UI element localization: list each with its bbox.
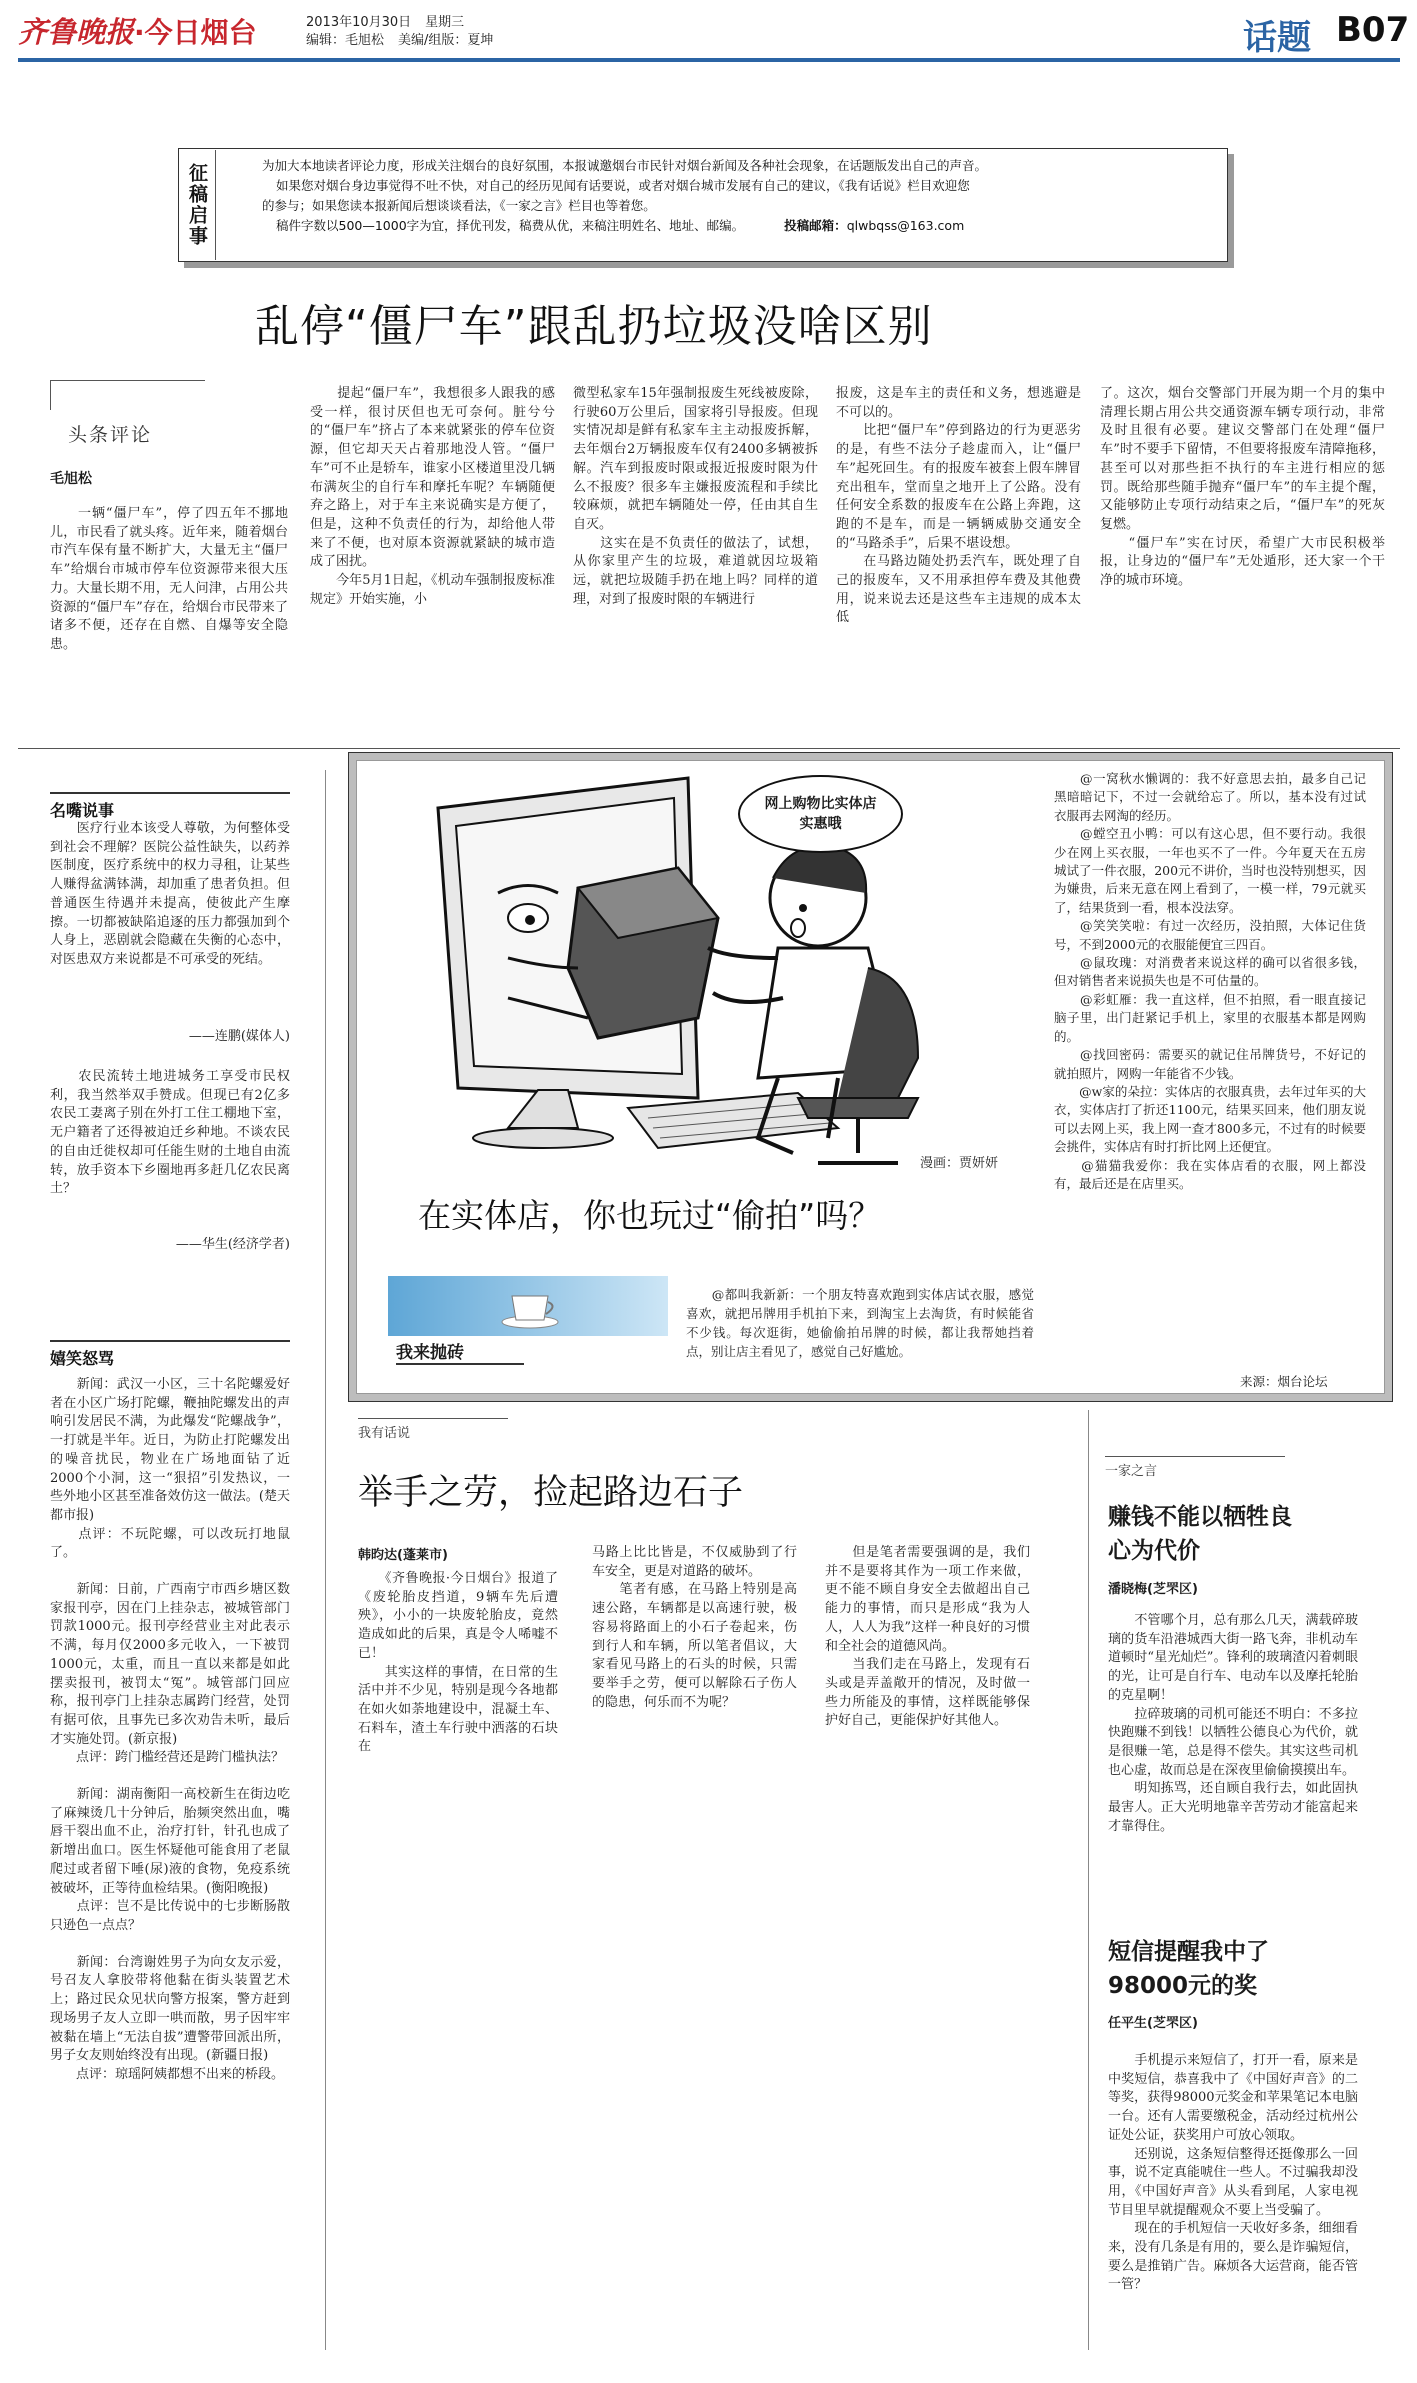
feature-right-text: @一窝秋水懒调的：我不好意思去拍，最多自己记黑暗暗记下，不过一会就给忘了。所以，基本没有过试衣服再去网淘的经历。 @螳空丑小鸭：可以有这心思，但不要行动。我很少在网上买衣服，一年也买不了一件。今年夏天在五房城试了一件衣服，200元不讲价，当时也没特别想买，因为嫌贵，后来无意在网上看到了，一模一样，79元就买了，结果货到一看，根本没法穿。 @笑笑笑啦：有过一次经历，没拍照，大体记住货号，不到2000元的衣服能便宜三四百。 @鼠玫瑰：对消费者来说这样的确可以省很多钱，但对销售者来说损失也是不可估量的。 @彩虹雁：我一直这样，但不拍照，看一眼直接记脑子里，出门赶紧记手机上，家里的衣服基本都是网购的。 @找回密码：需要买的就记住吊牌货号，不好记的就拍照片，网购一年能省不少钱。 @w家的朵拉：实体店的衣服真贵，去年过年买的大衣，实体店打了折还1100元，结果买回来，他们朋友说可以去网上买，我上网一查才800多元，不过有的时候要会挑件，实体店有时打折比网上还便宜。 @猫猫我爱你：我在实体店看的衣服，网上都没有，最后还是在店里买。 [1054, 771, 1366, 1191]
masthead [18, 10, 1410, 62]
right-column-divider [1088, 1410, 1089, 2350]
wohua-header [358, 1418, 508, 1441]
page-number: B07 [1336, 10, 1410, 50]
lead-column-label: 头条评论 [68, 424, 153, 446]
wohua-col-3: 但是笔者需要强调的是，我们并不是要将其作为一项工作来做，更不能不顾自身安全去做超出自己能力的事情，而只是形成“我为人人，人人为我”这样一种良好的习惯和全社会的道德风尚。 当我们走在马路上，发现有石头或是弄盖敞开的情况，及时做一些力所能及的事情，这样既能够保护好自己，更能保护好其他人。 [825, 1545, 1030, 1729]
left-column-divider [325, 770, 326, 2350]
lead-col-2: 提起“僵尸车”，我想很多人跟我的感受一样，很讨厌但也无可奈何。脏兮兮的“僵尸车”挤占了本来就紧张的停车位资源，但它却天天占着那地没人管。“僵尸车”可不止是轿车，谁家小区楼道里没几辆布满灰尘的自行车和摩托车呢？车辆随便弃之路上，对于车主来说确实是方便了，但是，这种不负责任的行为，却给他人带来了不便，也对原本资源就紧缺的城市造成了困扰。 今年5月1日起，《机动车强制报废标准规定》开始实施，小 [310, 386, 555, 607]
editor-credit: 编辑：毛旭松 [306, 33, 385, 48]
xixiao-item [50, 1376, 290, 1563]
section-name: 话题 [1243, 18, 1311, 58]
cartoon-illustration [398, 768, 1038, 1176]
lead-author: 毛旭松 [50, 471, 92, 487]
wohua-col-2: 马路上比比皆是，不仅威胁到了行车安全，更是对道路的破坏。 笔者有感，在马路上特别是高速公路，车辆都是以高速行驶，极容易将路面上的小石子卷起来，伤到行人和车辆，所以笔者倡议，大家看见马路上的石头的时候，只需要举手之劳，便可以解除石子伤人的隐患，何乐而不为呢？ [592, 1545, 797, 1710]
mingzui-title: 名嘴说事 [50, 801, 115, 820]
mingzui-p1: 医疗行业本该受人尊敬，为何整体受到社会不理解？医院公益性缺失，以药养医制度，医疗系统中的权力寻租，让某些人赚得盆满钵满，却加重了患者负担。但普通医生待遇并未提高，使彼此产生摩擦。一切都被缺陷追逐的压力都强加到个人身上，恶剧就会隐藏在失衡的心态中，对医患双方来说都是不可承受的死结。 [50, 821, 290, 967]
mingzui-p1-source: ——连鹏(媒体人) [188, 1029, 290, 1044]
xixiao-comment: 点评：不玩陀螺，可以改玩打地鼠了。 [50, 1526, 290, 1561]
email-address: qlwbqss@163.com [846, 218, 965, 233]
issue-info [306, 14, 493, 50]
speech-bubble [738, 775, 903, 853]
xixiao-item [50, 1581, 290, 1768]
lead-col-3: 微型私家车15年强制报废生死线被废除，行驶60万公里后，国家将引导报废。但现实情况却是鲜有私家车主主动报废拆解，去年烟台2万辆报废车仅有2400多辆被拆解。汽车到报废时限或报近报废时限为什么不报废？很多车主嫌报废流程和手续比较麻烦，就把车辆随处一停，任由其自生自灭。 这实在是不负责任的做法了，试想，从你家里产生的垃圾，难道就因垃圾箱远，就把垃圾随手扔在地上吗？同样的道理，对到了报废时限的车辆进行 [573, 386, 818, 607]
xixiao-news: 新闻：湖南衡阳一高校新生在街边吃了麻辣烫几十分钟后，胎频突然出血，嘴唇干裂出血不止，治疗打针，针孔也成了新增出血口。医生怀疑他可能食用了老鼠爬过或者留下唾(尿)液的食物，免疫系统被破坏，正等待血检结果。(衡阳晚报) [50, 1787, 290, 1896]
notice-line-4: 稿件字数以500—1000字为宜，择优刊发，稿费从优，来稿注明姓名、地址、邮编。 投稿邮箱：qlwbqss@163.com [276, 218, 965, 233]
lead-col-1: 一辆“僵尸车”，停了四五年不挪地儿，市民看了就头疼。近年来，随着烟台市汽车保有量不断扩大，大量无主“僵尸车”给烟台市城市停车位资源带来很大压力。大量长期不用，无人问津，占用公共资源的“僵尸车”存在，给烟台市民带来了诸多不便，还存在自燃、自爆等安全隐患。 [50, 506, 288, 652]
lead-col-5: 了。这次，烟台交警部门开展为期一个月的集中清理长期占用公共交通资源车辆专项行动，非常及时且很有必要。建议交警部门在处理“僵尸车”时不要手下留情，不但要将报废车清障拖移，甚至可以对那些拒不执行的车主进行相应的惩罚。既给那些随手抛弃“僵尸车”的车主提个醒，又能够防止专项行动结束之后，“僵尸车”的死灰复燃。 “僵尸车”实在讨厌，希望广大市民积极举报，让身边的“僵尸车”无处遁形，还大家一个干净的城市环境。 [1100, 386, 1385, 589]
paper-name: 齐鲁晚报 [18, 15, 135, 49]
issue-date: 2013年10月30日 [306, 15, 412, 30]
wohua-col-1: 《齐鲁晚报·今日烟台》报道了《废轮胎皮挡道，9辆车先后遭殃》，小小的一块废轮胎皮，竟然造成如此的后果，真是令人唏嘘不已！ 其实这样的事情，在日常的生活中并不少见，特别是现今各地都在如火如荼地建设中，混凝土车、石料车，渣土车行驶中洒落的石块在 [358, 1571, 558, 1755]
edition-name: ·今日烟台 [134, 16, 257, 49]
wohua-author: 韩昀达(蓬莱市) [358, 1548, 448, 1563]
lead-col-4: 报废，这是车主的责任和义务，想逃避是不可以的。 比把“僵尸车”停到路边的行为更恶劣的是，有些不法分子趁虚而入，让“僵尸车”起死回生。有的报废车被套上假车牌冒充出租车，堂而皇之地开上了公路。没有任何安全系数的报废车在公路上奔跑，这跑的不是车，而是一辆辆威胁交通安全的“马路杀手”，后果不堪设想。 在马路边随处扔丢汽车，既处理了自己的报废车，又不用承担停车费及其他费用，说来说去还是这些车主违规的成本太低 [836, 386, 1081, 626]
mingzui-p2-source: ——华生(经济学者) [175, 1237, 290, 1252]
feature-title: 在实体店，你也玩过“偷拍”吗？ [418, 1196, 882, 1235]
yijia-title-1: 赚钱不能以牺牲良心为代价 [1108, 1504, 1292, 1564]
email-label: 投稿邮箱： [784, 218, 847, 233]
feature-center-text: @都叫我新新：一个朋友特喜欢跑到实体店试衣服，感觉喜欢，就把吊牌用手机拍下来，到淘宝上去淘货，有时候能省不少钱。每次逛街，她偷偷拍吊牌的时候，都让我帮她挡着点，别让店主看见了，感觉自己好尴尬。 [686, 1287, 1034, 1359]
notice-label: 征稿启事 [180, 150, 216, 260]
yijia-author-2: 任平生(芝罘区) [1108, 2016, 1198, 2031]
notice-line-2: 如果您对烟台身边事觉得不吐不快，对自己的经历见闻有话要说，或者对烟台城市发展有自己的建议，《我有话说》栏目欢迎您 [276, 178, 970, 193]
coffee-cup-icon [500, 1284, 560, 1330]
notice-line-3: 的参与；如果您读本报新闻后想谈谈看法，《一家之言》栏目也等着您。 [262, 198, 656, 213]
issue-weekday: 星期三 [425, 15, 465, 30]
xixiao-news: 新闻：日前，广西南宁市西乡塘区数家报刊亭，因在门上挂杂志，被城管部门罚款1000元。报刊亭经营业主对此表示不满，每月仅2000多元收入，一下被罚1000元，太重，而且一直以来都是如此摆卖报刊，被罚太“冤”。城管部门回应称，报刊亭门上挂杂志属跨门经营，处罚有据可依，且事先已多次劝告未听，最后才实施处罚。(新京报) [50, 1582, 290, 1747]
xixiao-comment: 点评：岂不是比传说中的七步断肠散只逊色一点点？ [50, 1899, 290, 1933]
paper-logo [18, 10, 257, 50]
xixiao-header [50, 1340, 290, 1369]
feature-tag: 我来抛砖 [396, 1338, 524, 1365]
xixiao-news: 新闻：台湾谢姓男子为向女友示爱，号召友人拿胶带将他黏在街头装置艺术上；路过民众见状向警方报案，警方赶到现场男子友人立即一哄而散，男子因牢牢被黏在墙上“无法自拔”遭警带回派出所，男子女友则始终没有出现。(新疆日报) [50, 1954, 290, 2064]
xixiao-news: 新闻：武汉一小区，三十名陀螺爱好者在小区广场打陀螺，鞭抽陀螺发出的声响引发居民不满，为此爆发“陀螺战争”，一打就是半年。近日，为防止打陀螺发出的噪音扰民，物业在广场地面钻了近2000个小洞，这一“狠招”引发热议，一些外地小区甚至准备效仿这一做法。(楚天都市报) [50, 1377, 290, 1523]
xixiao-comment: 点评：跨门槛经营还是跨门槛执法？ [50, 1750, 285, 1766]
xixiao-list [50, 1376, 290, 2085]
xixiao-item [50, 1954, 290, 2085]
yijia-body-1: 不管哪个月，总有那么几天，满载碎玻璃的货车沿港城西大街一路飞奔，非机动车道顿时“星光灿烂”。锋利的玻璃渣闪着刺眼的光，让可是自行车、电动车以及摩托轮胎的克星啊！ 拉碎玻璃的司机可能还不明白：不多拉快跑赚不到钱！以牺牲公德良心为代价，就是很赚一笔，总是得不偿失。其实这些司机也心虚，故而总是在深夜里偷偷摸摸出车。 明知拣骂，还自顾自我行去，如此固执最害人。正大光明地靠辛苦劳动才能富起来才靠得住。 [1108, 1613, 1358, 1834]
wohua-section: 我有话说 [358, 1426, 411, 1441]
xixiao-title: 嬉笑怒骂 [50, 1349, 115, 1368]
yijia-title-2: 短信提醒我中了98000元的奖 [1108, 1939, 1269, 1999]
page-headline: 乱停“僵尸车”跟乱扔垃圾没啥区别 [255, 301, 933, 352]
xixiao-item [50, 1786, 290, 1936]
tag-image [388, 1276, 668, 1336]
yijia-header [1105, 1456, 1285, 1479]
yijia-author-1: 潘晓梅(芝罘区) [1108, 1582, 1198, 1597]
speech-bubble-text: 网上购物比实体店实惠哦 [764, 796, 877, 832]
lead-bottom-rule [18, 748, 1400, 749]
xixiao-comment: 点评：琼瑶阿姨都想不出来的桥段。 [50, 2066, 285, 2082]
mingzui-p2: 农民流转土地进城务工享受市民权利，我当然举双手赞成。但现已有2亿多农民工妻离子别在外打工住工棚地下室，无户籍者了还得被迫迁乡种地。不谈农民的自由迁徙权却可任能生财的土地自由流转，放手资本下乡圈地再多赶几亿农民离土？ [50, 1069, 290, 1197]
wohua-title: 举手之劳，捡起路边石子 [358, 1473, 744, 1513]
mingzui-header [50, 792, 290, 821]
notice-line-1: 为加大本地读者评论力度，形成关注烟台的良好氛围，本报诚邀烟台市民针对烟台新闻及各种社会现象，在话题版发出自己的声音。 [262, 158, 988, 173]
cartoon-drawing [398, 768, 1038, 1176]
yijia-section: 一家之言 [1105, 1464, 1158, 1479]
layout-credit: 美编/组版：夏坤 [398, 33, 494, 48]
notice-text [262, 156, 1212, 236]
feature-source: 来源：烟台论坛 [1240, 1374, 1328, 1389]
masthead-rule [18, 58, 1400, 62]
yijia-body-2: 手机提示来短信了，打开一看，原来是中奖短信，恭喜我中了《中国好声音》的二等奖，获得98000元奖金和苹果笔记本电脑一台。还有人需要缴税金，活动经过杭州公证处公证，获奖用户可放心领取。 还别说，这条短信整得还挺像那么一回事，说不定真能唬住一些人。不过骗我却没用，《中国好声音》从头看到尾，人家电视节目里早就提醒观众不要上当受骗了。 现在的手机短信一天收好多条，细细看来，没有几条是有用的，要么是诈骗短信，要么是推销广告。麻烦各大运营商，能否管一管？ [1108, 2053, 1358, 2293]
cartoon-credit: 漫画：贾妍妍 [920, 1156, 999, 1171]
lead-column-label-box [50, 380, 205, 410]
